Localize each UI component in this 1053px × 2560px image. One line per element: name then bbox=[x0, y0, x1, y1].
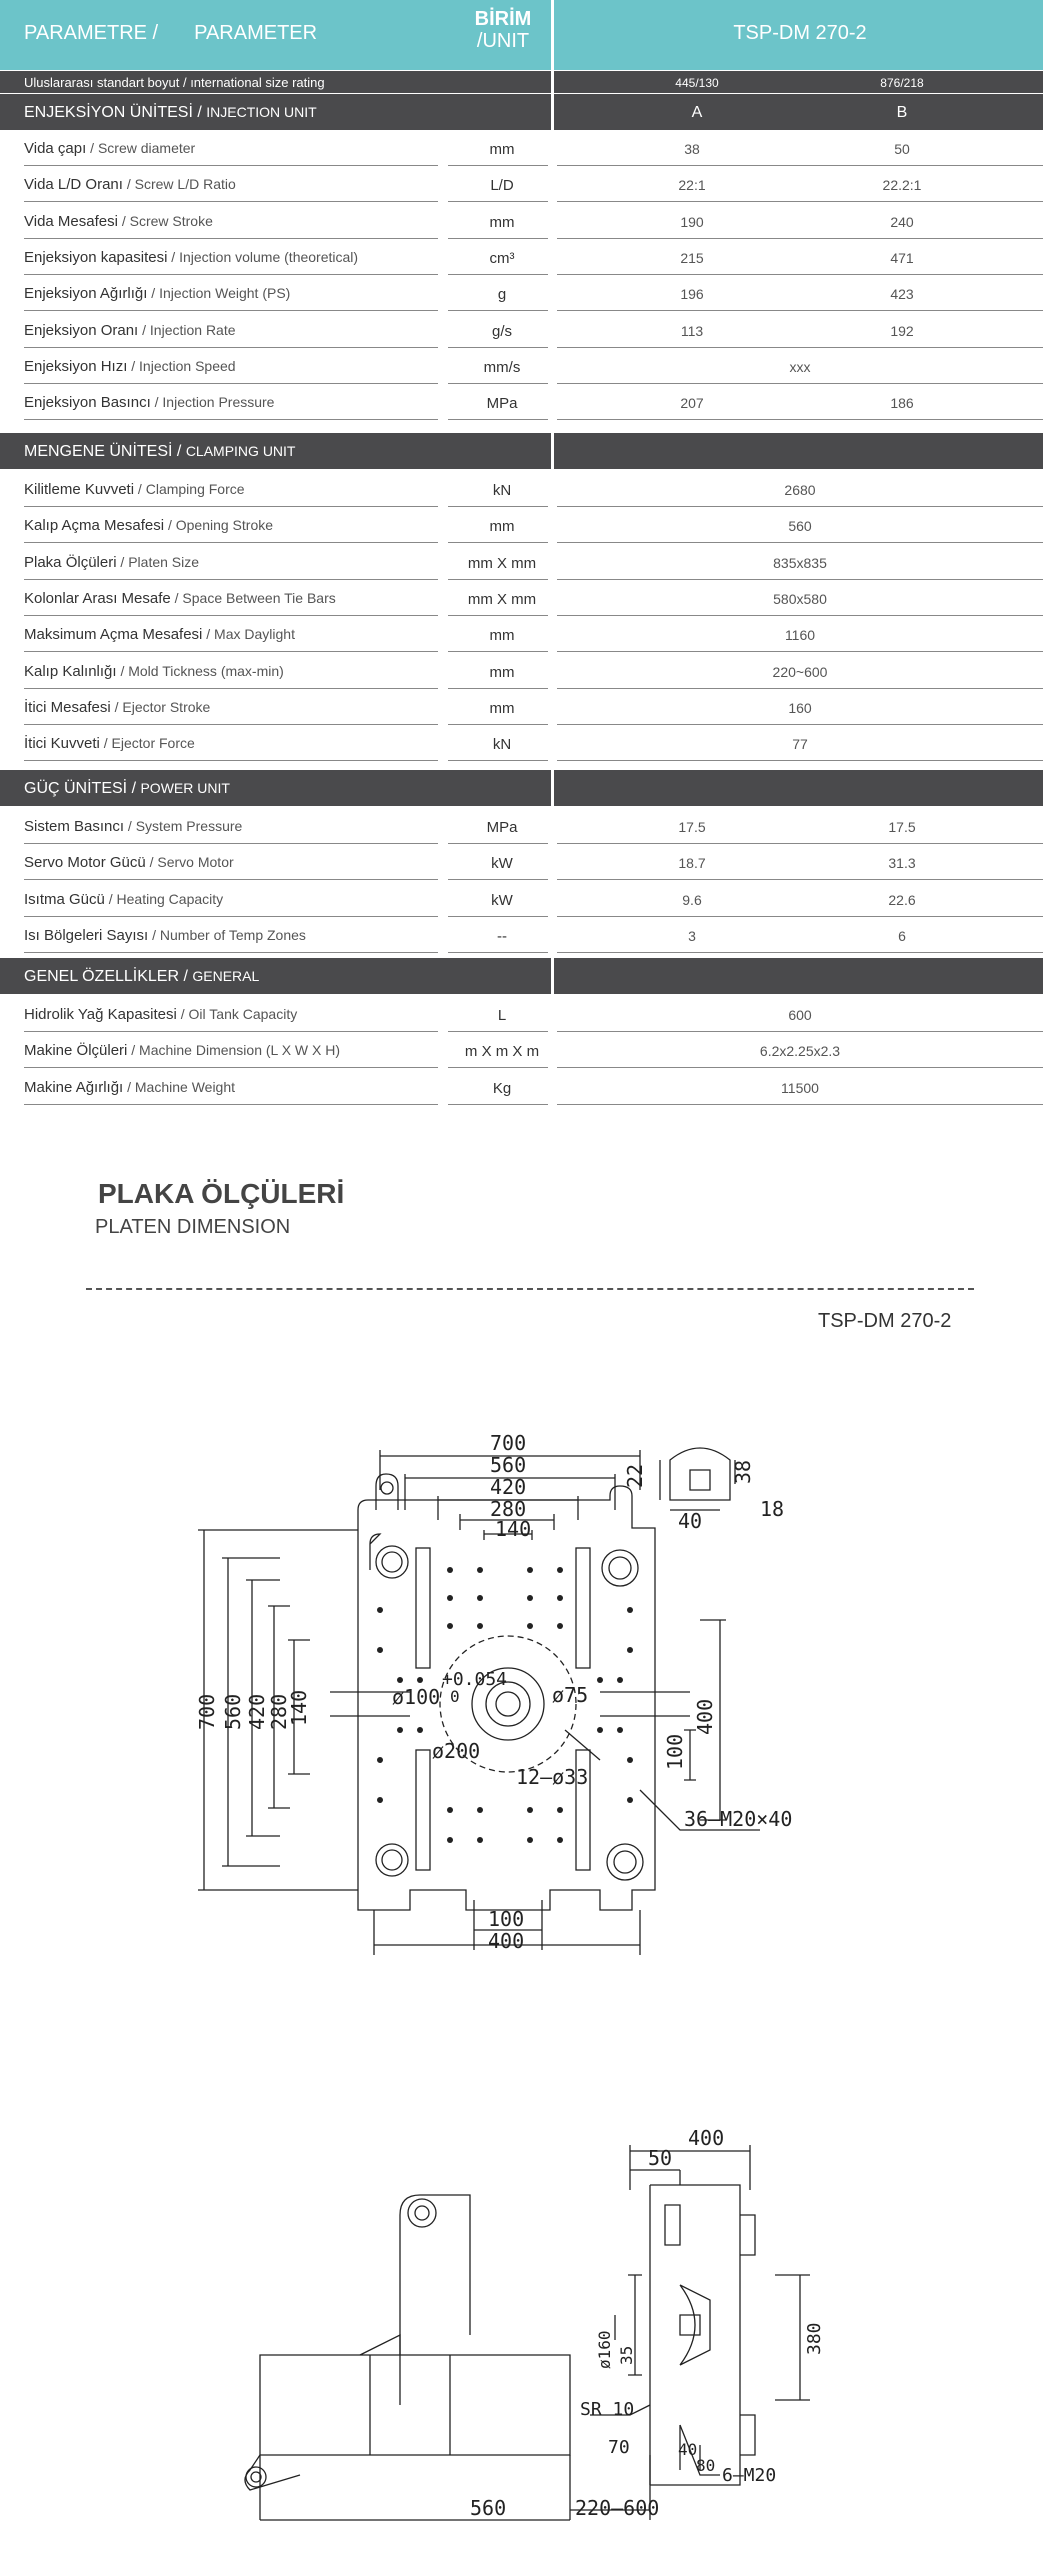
spec-label bbox=[24, 699, 210, 716]
spec-value: 160 bbox=[788, 699, 812, 716]
side-dim-560: 560 bbox=[470, 2496, 507, 2520]
spec-row bbox=[0, 616, 1043, 652]
spec-row bbox=[0, 580, 1043, 616]
spec-row bbox=[0, 544, 1043, 580]
row-rule bbox=[557, 1104, 1043, 1105]
spec-label bbox=[24, 322, 236, 339]
spec-label bbox=[24, 249, 358, 266]
spec-row bbox=[0, 1032, 1043, 1068]
spec-label-en: Space Between Tie Bars bbox=[182, 589, 336, 606]
spec-label-tr: Enjeksiyon Oranı bbox=[24, 321, 139, 339]
unit-header-en: /UNIT bbox=[476, 30, 530, 52]
spec-unit: kW bbox=[491, 891, 513, 909]
spec-label-en: Injection Speed bbox=[139, 357, 236, 374]
spec-value-b: 192 bbox=[890, 322, 914, 339]
spec-value-a: 18.7 bbox=[678, 855, 706, 872]
spec-value-b: 22.6 bbox=[888, 891, 916, 908]
row-rule bbox=[24, 419, 438, 420]
parameter-header-tr: PARAMETRE / bbox=[24, 22, 159, 44]
column-b-label: B bbox=[896, 104, 908, 121]
size-rating-label: Uluslararası standart boyut / ınternational size rating bbox=[24, 75, 325, 90]
spec-value-a: 215 bbox=[680, 249, 704, 266]
spec-label-en: Machine Weight bbox=[134, 1078, 236, 1095]
unit-header-tr: BİRİM bbox=[474, 8, 532, 30]
spec-row bbox=[0, 1069, 1043, 1105]
spec-unit: L/D bbox=[490, 177, 514, 195]
spec-value: 77 bbox=[792, 736, 808, 753]
spec-value-b: 240 bbox=[890, 213, 914, 230]
spec-row bbox=[0, 844, 1043, 880]
side-dim-m20: 6–M20 bbox=[722, 2465, 777, 2486]
spec-unit: MPa bbox=[486, 395, 518, 413]
size-rating-a: 445/130 bbox=[675, 76, 719, 90]
dashed-divider bbox=[86, 1288, 974, 1290]
spec-label-sep: / bbox=[99, 735, 112, 752]
subheader-divider bbox=[551, 71, 554, 93]
spec-row bbox=[0, 348, 1043, 384]
spec-label-en: Screw L/D Ratio bbox=[134, 176, 236, 193]
spec-label-sep: / bbox=[116, 662, 129, 679]
spec-value-b: 17.5 bbox=[888, 819, 916, 835]
side-dim-35: 35 bbox=[617, 2345, 636, 2365]
detail-dim-38: 38 bbox=[731, 1459, 755, 1484]
spec-value-a: 196 bbox=[680, 286, 704, 303]
spec-label bbox=[24, 663, 284, 680]
dim-left-140: 140 bbox=[287, 1689, 311, 1726]
side-dim-80: 80 bbox=[696, 2456, 716, 2475]
spec-label-en: Ejector Stroke bbox=[122, 698, 211, 715]
spec-label-sep: / bbox=[202, 626, 215, 643]
spec-label bbox=[24, 554, 199, 571]
section-title-sep: / bbox=[172, 443, 186, 460]
spec-label-sep: / bbox=[124, 818, 136, 834]
spec-label-sep: / bbox=[176, 1006, 189, 1022]
spec-unit: cm³ bbox=[489, 249, 515, 267]
dim-bottom-100: 100 bbox=[488, 1907, 525, 1931]
spec-label bbox=[24, 927, 306, 944]
spec-unit: mm X mm bbox=[467, 590, 537, 608]
spec-label bbox=[24, 818, 242, 835]
spec-row bbox=[0, 275, 1043, 311]
row-rule bbox=[557, 419, 1043, 420]
spec-label bbox=[24, 1079, 235, 1096]
spec-label-tr: Enjeksiyon kapasitesi bbox=[24, 248, 168, 266]
spec-label bbox=[24, 285, 290, 302]
row-rule bbox=[448, 760, 548, 761]
spec-row bbox=[0, 507, 1043, 543]
spec-value-b: 22.2:1 bbox=[882, 177, 922, 194]
spec-label-sep: / bbox=[123, 1078, 135, 1095]
spec-label-en: Mold Tickness (max-min) bbox=[128, 662, 284, 679]
side-dim-70: 70 bbox=[608, 2437, 630, 2458]
spec-label-sep: / bbox=[167, 248, 180, 265]
spec-label bbox=[24, 394, 274, 411]
spec-value-a: 190 bbox=[680, 213, 704, 230]
spec-label bbox=[24, 481, 245, 498]
spec-label-sep: / bbox=[110, 698, 123, 715]
spec-label-en: Servo Motor bbox=[157, 854, 234, 871]
dim-top-700: 700 bbox=[490, 1431, 527, 1455]
spec-label-tr: Enjeksiyon Basıncı bbox=[24, 394, 151, 412]
section-title-tr: ENJEKSİYON ÜNİTESİ bbox=[24, 104, 193, 121]
spec-value-a: 38 bbox=[684, 141, 700, 157]
section-general bbox=[0, 958, 1043, 994]
spec-label-sep: / bbox=[86, 140, 98, 156]
spec-label bbox=[24, 626, 295, 643]
spec-label-sep: / bbox=[122, 176, 135, 193]
spec-row bbox=[0, 130, 1043, 166]
dim-bottom-400: 400 bbox=[488, 1929, 525, 1953]
spec-label-tr: Plaka Ölçüleri bbox=[24, 553, 117, 571]
platen-model: TSP-DM 270-2 bbox=[818, 1310, 952, 1332]
spec-unit: mm bbox=[489, 518, 515, 536]
dim-top-420: 420 bbox=[490, 1475, 527, 1499]
spec-label bbox=[24, 891, 223, 908]
spec-unit: mm bbox=[489, 699, 515, 717]
spec-row bbox=[0, 203, 1043, 239]
spec-label bbox=[24, 517, 273, 534]
spec-unit: L bbox=[497, 1007, 507, 1024]
center-holes-label: 12–ø33 bbox=[516, 1765, 589, 1789]
side-dim-400: 400 bbox=[688, 2126, 725, 2150]
spec-label-en: Injection volume (theoretical) bbox=[179, 248, 359, 265]
spec-label bbox=[24, 735, 195, 752]
spec-unit: Kg bbox=[492, 1079, 512, 1097]
spec-label-sep: / bbox=[127, 1042, 140, 1059]
spec-label-tr: Kalıp Kalınlığı bbox=[24, 662, 117, 680]
section-title-tr: MENGENE ÜNİTESİ bbox=[24, 443, 173, 460]
spec-label-tr: Kolonlar Arası Mesafe bbox=[24, 589, 171, 607]
spec-unit: g/s bbox=[491, 322, 512, 340]
detail-dim-22: 22 bbox=[623, 1463, 647, 1488]
spec-label bbox=[24, 854, 234, 871]
row-rule bbox=[24, 760, 438, 761]
section-title-sep: / bbox=[192, 104, 207, 121]
side-dim-220-600: 220–600 bbox=[575, 2496, 660, 2520]
detail-dim-40: 40 bbox=[678, 1509, 703, 1533]
row-rule bbox=[557, 760, 1043, 761]
unit-header bbox=[463, 8, 543, 52]
spec-label-tr: Isı Bölgeleri Sayısı bbox=[24, 926, 149, 944]
detail-dim-18: 18 bbox=[760, 1497, 785, 1521]
dim-top-140: 140 bbox=[495, 1517, 532, 1541]
spec-row bbox=[0, 653, 1043, 689]
spec-label-tr: Makine Ölçüleri bbox=[24, 1042, 128, 1060]
tolerance-zero: 0 bbox=[450, 1687, 460, 1706]
section-title-sep: / bbox=[127, 780, 141, 797]
section-clamping bbox=[0, 433, 1043, 469]
spec-label-sep: / bbox=[117, 212, 130, 229]
spec-value: 600 bbox=[788, 1007, 812, 1023]
spec-label-en: Clamping Force bbox=[145, 481, 245, 497]
spec-label-tr: Kilitleme Kuvveti bbox=[24, 481, 135, 498]
spec-value: 6.2x2.25x2.3 bbox=[759, 1043, 841, 1060]
spec-label-tr: Enjeksiyon Ağırlığı bbox=[24, 285, 148, 303]
spec-label-sep: / bbox=[145, 854, 158, 871]
dia-100-label: ø100 bbox=[392, 1685, 441, 1709]
spec-value: 835x835 bbox=[773, 554, 827, 571]
spec-value-a: 207 bbox=[680, 395, 704, 412]
size-rating-b: 876/218 bbox=[880, 76, 924, 90]
section-title-en: POWER UNIT bbox=[140, 780, 230, 796]
spec-unit: kW bbox=[491, 855, 513, 873]
section-title-en: CLAMPING UNIT bbox=[185, 443, 296, 459]
side-dim-160: ø160 bbox=[595, 2330, 614, 2369]
spec-unit: kN bbox=[492, 736, 512, 754]
tolerance-label: +0.054 bbox=[442, 1669, 508, 1690]
spec-row bbox=[0, 917, 1043, 953]
section-power bbox=[0, 770, 1043, 806]
spec-label-sep: / bbox=[127, 357, 140, 374]
spec-label bbox=[24, 213, 213, 230]
side-dim-380: 380 bbox=[804, 2322, 825, 2355]
spec-value: 220~600 bbox=[772, 663, 828, 680]
spec-label-sep: / bbox=[150, 394, 163, 411]
spec-label-sep: / bbox=[147, 285, 160, 302]
platen-front-drawing bbox=[195, 1430, 820, 1953]
dim-left-280: 280 bbox=[267, 1693, 291, 1730]
spec-label-en: Screw diameter bbox=[97, 140, 196, 156]
spec-value: 1160 bbox=[784, 627, 816, 644]
section-injection bbox=[0, 94, 1043, 130]
spec-unit: g bbox=[497, 286, 507, 304]
row-rule bbox=[24, 1104, 438, 1105]
spec-label-en: Machine Dimension (L X W X H) bbox=[139, 1042, 341, 1059]
spec-label-tr: İtici Mesafesi bbox=[24, 698, 111, 716]
section-title-tr: GENEL ÖZELLİKLER bbox=[24, 968, 180, 985]
spec-label-tr: Makine Ağırlığı bbox=[24, 1078, 124, 1096]
spec-label-tr: Servo Motor Gücü bbox=[24, 854, 146, 872]
parameter-header bbox=[24, 22, 317, 45]
spec-label-en: System Pressure bbox=[135, 818, 243, 834]
spec-label-tr: Vida Mesafesi bbox=[24, 212, 118, 230]
spec-label-tr: Vida çapı bbox=[24, 140, 87, 157]
section-divider bbox=[551, 433, 554, 469]
spec-unit: m X m X m bbox=[464, 1043, 540, 1061]
spec-unit: mm/s bbox=[483, 358, 521, 376]
section-title bbox=[24, 104, 317, 122]
spec-label-tr: Vida L/D Oranı bbox=[24, 176, 123, 194]
spec-label-en: Number of Temp Zones bbox=[159, 926, 306, 943]
spec-label bbox=[24, 176, 236, 193]
spec-row bbox=[0, 725, 1043, 761]
side-dim-40: 40 bbox=[678, 2440, 698, 2459]
dim-right-400: 400 bbox=[693, 1698, 717, 1735]
dim-left-420: 420 bbox=[245, 1693, 269, 1730]
section-title bbox=[24, 443, 296, 461]
spec-value-a: 9.6 bbox=[682, 891, 702, 908]
spec-label-sep: / bbox=[164, 517, 176, 534]
spec-row bbox=[0, 808, 1043, 844]
row-rule bbox=[24, 952, 438, 953]
model-header: TSP-DM 270-2 bbox=[733, 22, 867, 44]
spec-unit: mm bbox=[489, 627, 515, 645]
dia-200-label: ø200 bbox=[432, 1739, 481, 1763]
spec-table-header bbox=[0, 0, 1043, 70]
spec-label-en: Screw Stroke bbox=[129, 212, 213, 229]
spec-value-b: 471 bbox=[890, 249, 914, 266]
spec-unit: mm bbox=[489, 663, 515, 681]
spec-row bbox=[0, 239, 1043, 275]
spec-label-tr: Enjeksiyon Hızı bbox=[24, 357, 128, 375]
spec-unit: mm X mm bbox=[467, 554, 537, 572]
side-dim-sr10: SR 10 bbox=[580, 2399, 635, 2420]
header-divider bbox=[551, 0, 554, 70]
section-divider bbox=[551, 958, 554, 994]
spec-row bbox=[0, 312, 1043, 348]
spec-label-en: Injection Rate bbox=[149, 321, 236, 338]
section-title bbox=[24, 780, 230, 798]
spec-value-a: 113 bbox=[680, 322, 704, 339]
spec-value-b: 6 bbox=[898, 927, 906, 944]
spec-label-sep: / bbox=[170, 589, 183, 606]
dim-top-280: 280 bbox=[490, 1497, 527, 1521]
spec-label bbox=[24, 358, 236, 375]
spec-label-sep: / bbox=[116, 553, 129, 570]
platen-subtitle: PLATEN DIMENSION bbox=[95, 1216, 291, 1238]
spec-label-tr: Isıtma Gücü bbox=[24, 890, 105, 908]
platen-side-drawing bbox=[210, 2125, 850, 2525]
row-rule bbox=[448, 1104, 548, 1105]
spec-value-a: 3 bbox=[688, 927, 696, 944]
row-rule bbox=[448, 419, 548, 420]
spec-unit: kN bbox=[492, 482, 512, 499]
spec-value: xxx bbox=[789, 358, 811, 375]
parameter-header-en: PARAMETER bbox=[194, 22, 318, 44]
spec-label-en: Heating Capacity bbox=[116, 890, 224, 907]
spec-row bbox=[0, 166, 1043, 202]
spec-value: 560 bbox=[788, 518, 812, 535]
spec-label-en: Oil Tank Capacity bbox=[188, 1006, 298, 1022]
section-divider bbox=[551, 94, 554, 130]
thread-holes-label: 36–M20×40 bbox=[684, 1807, 793, 1831]
spec-label-tr: Maksimum Açma Mesafesi bbox=[24, 626, 203, 644]
spec-value-b: 186 bbox=[890, 395, 914, 412]
spec-label-en: Injection Weight (PS) bbox=[159, 285, 291, 302]
side-dim-50: 50 bbox=[648, 2146, 673, 2170]
spec-label-tr: İtici Kuvveti bbox=[24, 735, 100, 753]
spec-unit: MPa bbox=[486, 819, 518, 836]
column-a-label: A bbox=[691, 104, 703, 121]
spec-label-sep: / bbox=[134, 481, 146, 497]
row-rule bbox=[557, 952, 1043, 953]
spec-row bbox=[0, 689, 1043, 725]
platen-title: PLAKA ÖLÇÜLERİ bbox=[98, 1178, 345, 1209]
spec-row bbox=[0, 471, 1043, 507]
spec-value: 11500 bbox=[781, 1079, 819, 1096]
spec-row bbox=[0, 996, 1043, 1032]
spec-label-sep: / bbox=[148, 926, 160, 943]
spec-label-tr: Sistem Basıncı bbox=[24, 818, 125, 835]
spec-label bbox=[24, 140, 195, 157]
spec-label-en: Injection Pressure bbox=[162, 394, 275, 411]
section-title-tr: GÜÇ ÜNİTESİ bbox=[24, 780, 128, 797]
spec-unit: mm bbox=[489, 141, 515, 158]
spec-label-en: Platen Size bbox=[128, 553, 200, 570]
spec-value: 580x580 bbox=[773, 590, 827, 607]
spec-value-b: 31.3 bbox=[888, 855, 916, 872]
spec-unit: mm bbox=[489, 213, 515, 231]
spec-row bbox=[0, 384, 1043, 420]
dim-left-700: 700 bbox=[195, 1693, 219, 1730]
spec-value: 2680 bbox=[784, 482, 816, 498]
section-title bbox=[24, 968, 259, 986]
spec-label-tr: Kalıp Açma Mesafesi bbox=[24, 517, 165, 535]
spec-label-sep: / bbox=[138, 321, 150, 338]
dim-top-560: 560 bbox=[490, 1453, 527, 1477]
dim-right-100: 100 bbox=[663, 1733, 687, 1770]
spec-row bbox=[0, 881, 1043, 917]
dia-75-label: ø75 bbox=[552, 1683, 589, 1707]
row-rule bbox=[448, 952, 548, 953]
section-divider bbox=[551, 770, 554, 806]
section-title-en: INJECTION UNIT bbox=[206, 104, 317, 120]
spec-label bbox=[24, 590, 336, 607]
size-rating-row bbox=[0, 71, 1043, 93]
spec-label-en: Ejector Force bbox=[111, 735, 195, 752]
spec-unit: -- bbox=[497, 927, 507, 945]
spec-label-en: Max Daylight bbox=[214, 626, 295, 643]
spec-value-b: 50 bbox=[894, 141, 910, 157]
spec-label-tr: Hidrolik Yağ Kapasitesi bbox=[24, 1006, 177, 1023]
spec-value-a: 22:1 bbox=[678, 177, 706, 194]
spec-value-b: 423 bbox=[890, 286, 914, 303]
dim-left-560: 560 bbox=[221, 1693, 245, 1730]
section-title-en: GENERAL bbox=[192, 968, 260, 984]
spec-label bbox=[24, 1006, 297, 1023]
section-title-sep: / bbox=[179, 968, 193, 985]
spec-label bbox=[24, 1042, 340, 1059]
spec-label-en: Opening Stroke bbox=[175, 517, 274, 534]
spec-value-a: 17.5 bbox=[678, 819, 706, 835]
spec-label-sep: / bbox=[104, 890, 117, 907]
